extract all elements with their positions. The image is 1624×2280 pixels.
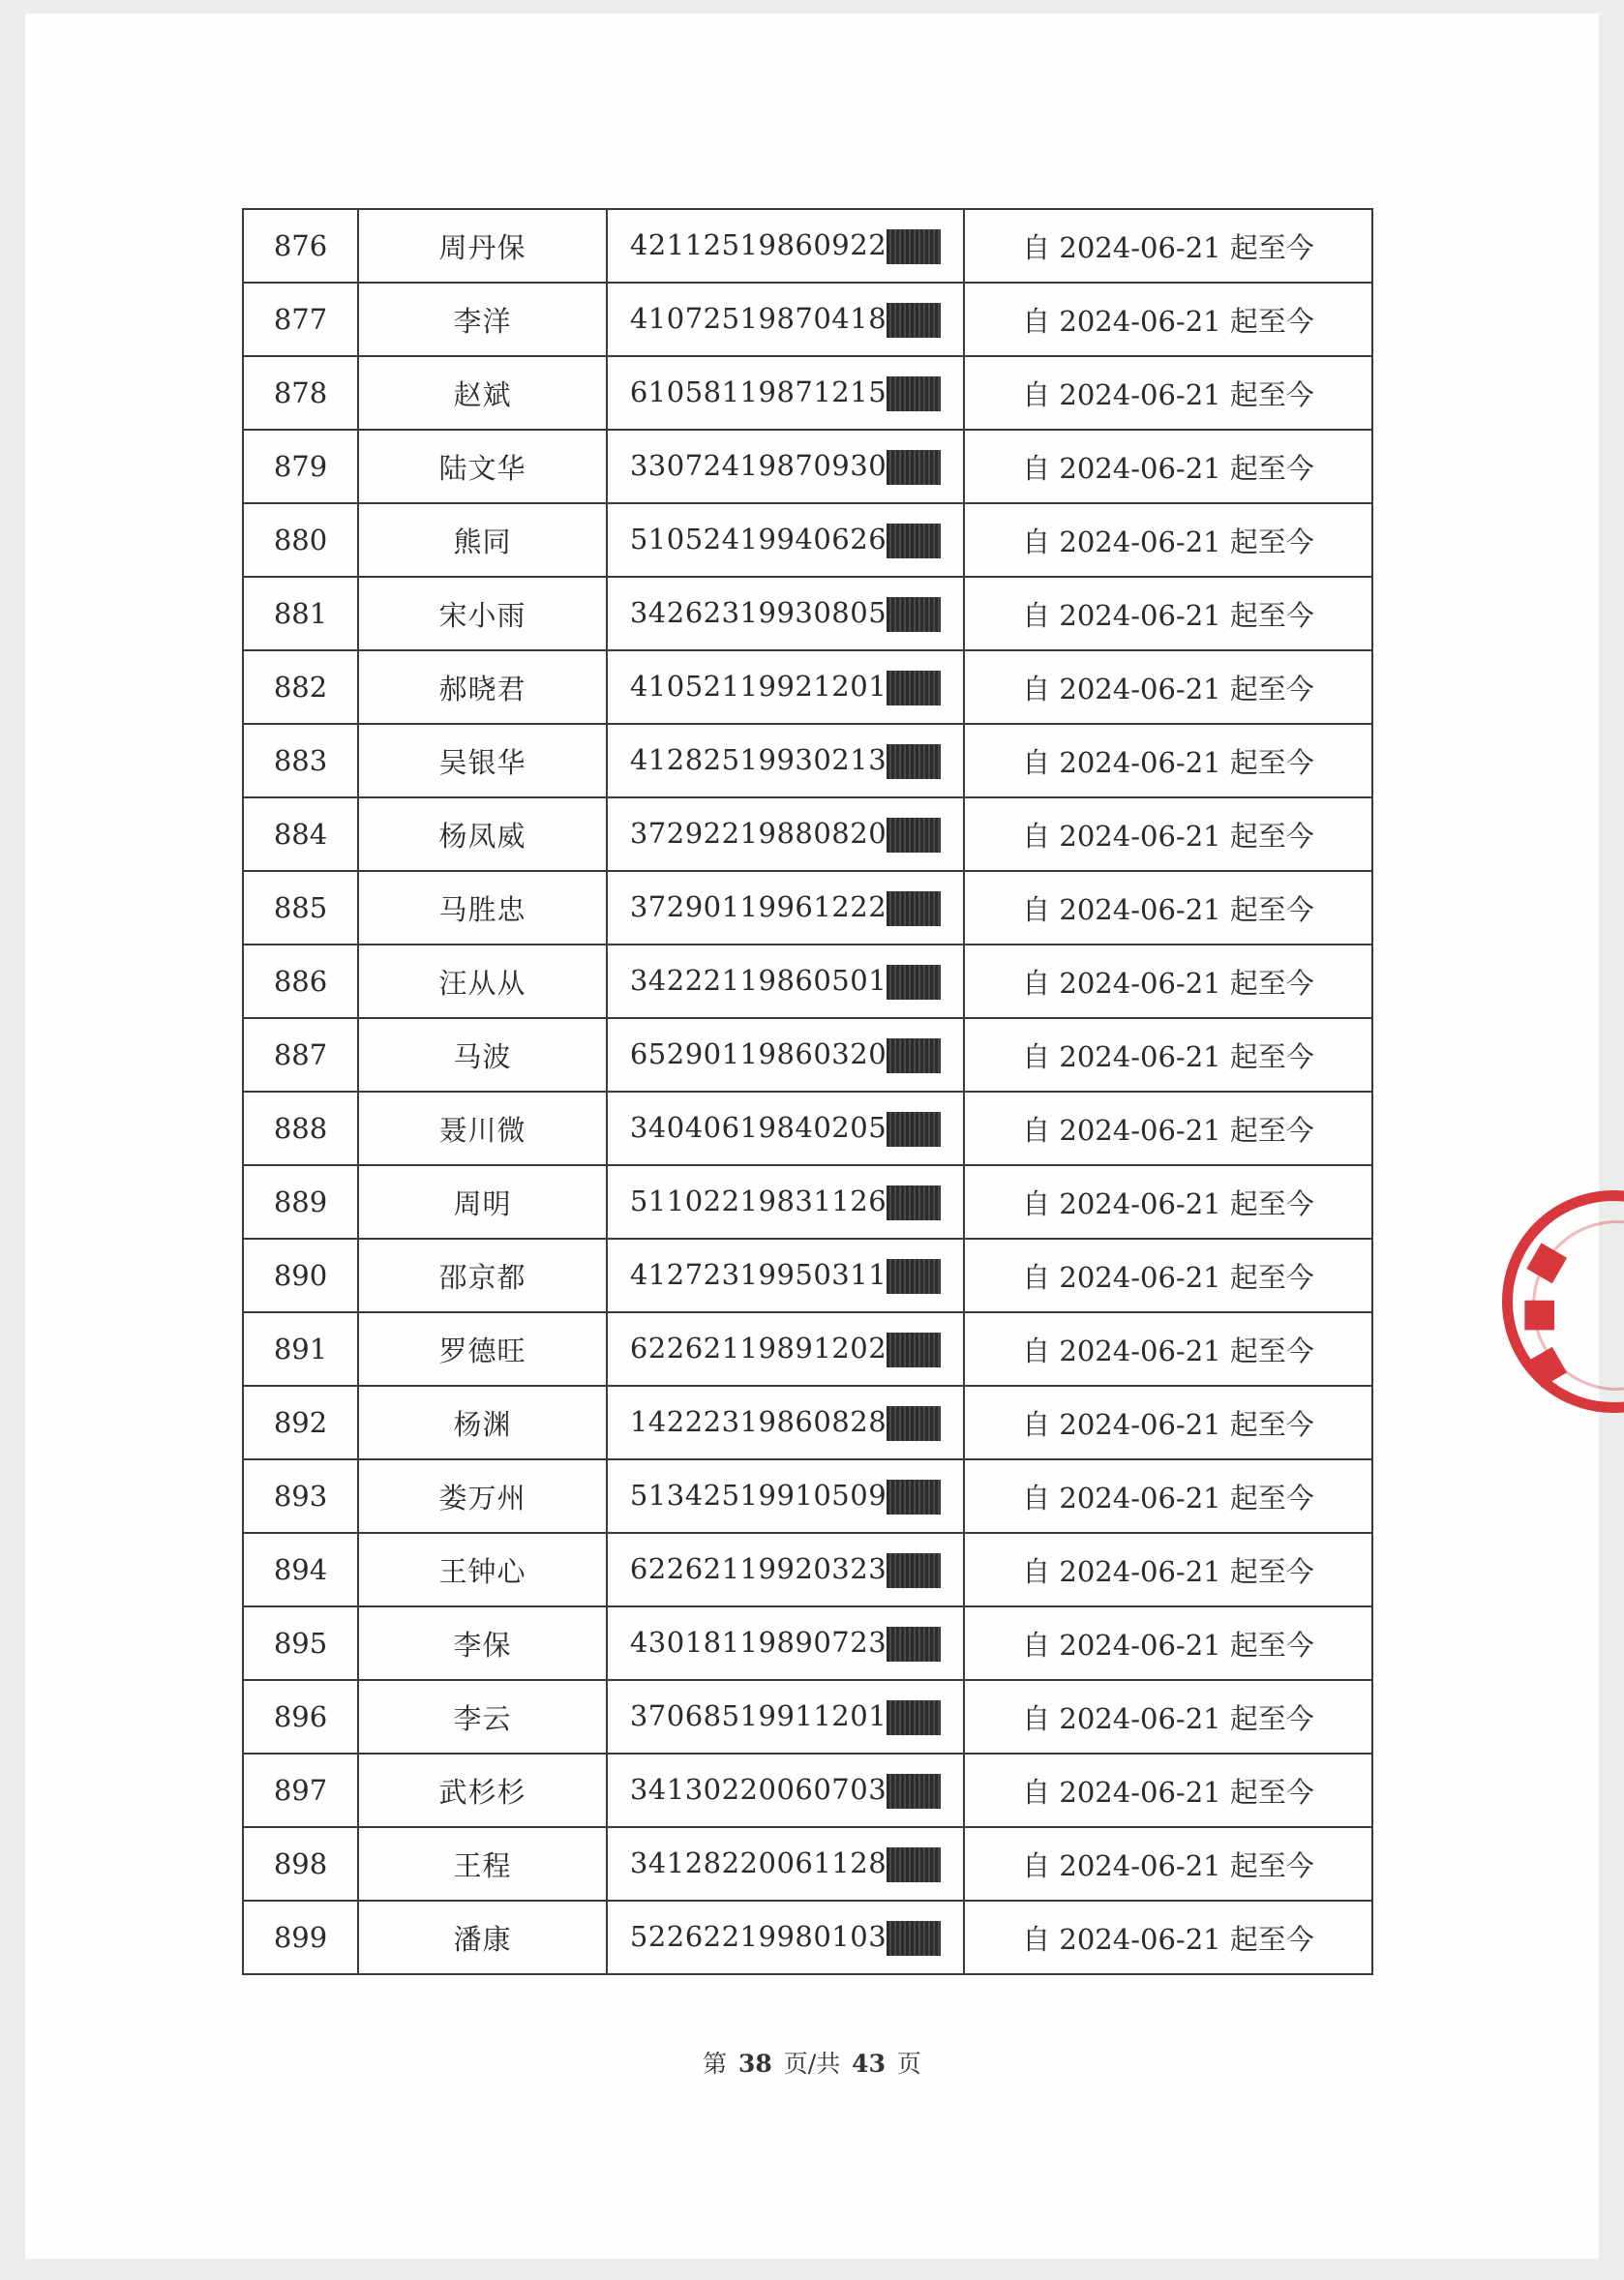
row-number: 893 (243, 1459, 358, 1533)
table-row (243, 1533, 1372, 1606)
id-number: 37292219880820 (629, 816, 887, 850)
row-number: 883 (243, 724, 358, 797)
table-row (243, 1165, 1372, 1239)
redaction-block (887, 744, 941, 779)
person-name: 聂川微 (358, 1092, 607, 1165)
id-number-cell (607, 356, 964, 430)
redaction-block (887, 1112, 941, 1147)
row-number: 898 (243, 1827, 358, 1901)
id-number-cell (607, 1754, 964, 1827)
id-number-cell (607, 1606, 964, 1680)
row-number: 887 (243, 1018, 358, 1092)
redaction-block (887, 229, 941, 264)
person-name: 罗德旺 (358, 1312, 607, 1386)
person-name: 马胜忠 (358, 871, 607, 945)
table-row (243, 797, 1372, 871)
id-number: 14222319860828 (629, 1404, 887, 1438)
id-number-cell (607, 577, 964, 650)
table-row (243, 430, 1372, 503)
table-body (243, 209, 1372, 1974)
footer-suffix: 页 (896, 2050, 921, 2078)
id-number: 62262119920323 (629, 1551, 887, 1585)
table-row (243, 724, 1372, 797)
table-row (243, 1754, 1372, 1827)
row-number: 876 (243, 209, 358, 283)
id-number-cell (607, 1092, 964, 1165)
row-number: 879 (243, 430, 358, 503)
id-number: 41282519930213 (629, 742, 887, 776)
table-row (243, 283, 1372, 356)
redaction-block (887, 1921, 941, 1956)
redaction-block (887, 1480, 941, 1515)
person-name: 赵斌 (358, 356, 607, 430)
id-number: 52262219980103 (629, 1919, 887, 1953)
row-number: 896 (243, 1680, 358, 1754)
person-name: 李保 (358, 1606, 607, 1680)
row-number: 884 (243, 797, 358, 871)
personnel-table (242, 208, 1373, 1975)
redaction-block (887, 1406, 941, 1441)
id-number-cell (607, 1459, 964, 1533)
validity-period: 自 2024-06-21 起至今 (964, 1239, 1372, 1312)
row-number: 885 (243, 871, 358, 945)
table-row (243, 356, 1372, 430)
id-number: 34128220061128 (629, 1845, 887, 1879)
person-name: 汪从从 (358, 945, 607, 1018)
table-row (243, 1827, 1372, 1901)
validity-period: 自 2024-06-21 起至今 (964, 209, 1372, 283)
table-row (243, 1386, 1372, 1459)
id-number-cell (607, 1827, 964, 1901)
row-number: 878 (243, 356, 358, 430)
id-number: 34262319930805 (629, 595, 887, 629)
total-page-number: 43 (852, 2050, 886, 2078)
redaction-block (887, 671, 941, 705)
row-number: 890 (243, 1239, 358, 1312)
id-number-cell (607, 1901, 964, 1974)
validity-period: 自 2024-06-21 起至今 (964, 1606, 1372, 1680)
id-number: 34222119860501 (629, 963, 887, 997)
row-number: 880 (243, 503, 358, 577)
id-number: 41272319950311 (629, 1257, 887, 1291)
id-number-cell (607, 1386, 964, 1459)
redaction-block (887, 376, 941, 411)
person-name: 武杉杉 (358, 1754, 607, 1827)
validity-period: 自 2024-06-21 起至今 (964, 1459, 1372, 1533)
id-number-cell (607, 1165, 964, 1239)
redaction-block (887, 1700, 941, 1735)
redaction-block (887, 450, 941, 485)
row-number: 888 (243, 1092, 358, 1165)
row-number: 891 (243, 1312, 358, 1386)
redaction-block (887, 303, 941, 338)
table-row (243, 871, 1372, 945)
id-number-cell (607, 503, 964, 577)
person-name: 周明 (358, 1165, 607, 1239)
validity-period: 自 2024-06-21 起至今 (964, 797, 1372, 871)
redaction-block (887, 1553, 941, 1588)
validity-period: 自 2024-06-21 起至今 (964, 430, 1372, 503)
redaction-block (887, 1185, 941, 1220)
redaction-block (887, 891, 941, 926)
id-number: 43018119890723 (629, 1625, 887, 1659)
row-number: 886 (243, 945, 358, 1018)
table-row (243, 1239, 1372, 1312)
person-name: 王程 (358, 1827, 607, 1901)
person-name: 李云 (358, 1680, 607, 1754)
table-row (243, 1459, 1372, 1533)
id-number-cell (607, 724, 964, 797)
redaction-block (887, 965, 941, 1000)
validity-period: 自 2024-06-21 起至今 (964, 1165, 1372, 1239)
id-number-cell (607, 1018, 964, 1092)
validity-period: 自 2024-06-21 起至今 (964, 356, 1372, 430)
table-row (243, 1606, 1372, 1680)
person-name: 吴银华 (358, 724, 607, 797)
validity-period: 自 2024-06-21 起至今 (964, 945, 1372, 1018)
validity-period: 自 2024-06-21 起至今 (964, 1827, 1372, 1901)
row-number: 877 (243, 283, 358, 356)
row-number: 881 (243, 577, 358, 650)
id-number-cell (607, 209, 964, 283)
id-number: 61058119871215 (629, 375, 887, 408)
table-row (243, 1680, 1372, 1754)
table-row (243, 503, 1372, 577)
validity-period: 自 2024-06-21 起至今 (964, 1901, 1372, 1974)
redaction-block (887, 1847, 941, 1882)
id-number-cell (607, 650, 964, 724)
seal-glyph: ■ (1516, 1341, 1574, 1395)
table-row (243, 1901, 1372, 1974)
table-row (243, 650, 1372, 724)
person-name: 周丹保 (358, 209, 607, 283)
id-number-cell (607, 945, 964, 1018)
person-name: 娄万州 (358, 1459, 607, 1533)
id-number: 37068519911201 (629, 1698, 887, 1732)
validity-period: 自 2024-06-21 起至今 (964, 1092, 1372, 1165)
person-name: 陆文华 (358, 430, 607, 503)
redaction-block (887, 1259, 941, 1294)
seal-glyph: ■ (1514, 1297, 1559, 1334)
validity-period: 自 2024-06-21 起至今 (964, 1312, 1372, 1386)
person-name: 邵京都 (358, 1239, 607, 1312)
redaction-block (887, 1627, 941, 1662)
seal-glyph: ■ (1516, 1235, 1574, 1289)
id-number: 65290119860320 (629, 1036, 887, 1070)
table-row (243, 209, 1372, 283)
validity-period: 自 2024-06-21 起至今 (964, 1018, 1372, 1092)
person-name: 熊同 (358, 503, 607, 577)
validity-period: 自 2024-06-21 起至今 (964, 1533, 1372, 1606)
table-row (243, 577, 1372, 650)
row-number: 899 (243, 1901, 358, 1974)
validity-period: 自 2024-06-21 起至今 (964, 1680, 1372, 1754)
footer-middle: 页/共 (783, 2050, 841, 2078)
row-number: 892 (243, 1386, 358, 1459)
id-number: 34040619840205 (629, 1110, 887, 1144)
table-row (243, 1312, 1372, 1386)
validity-period: 自 2024-06-21 起至今 (964, 1754, 1372, 1827)
row-number: 897 (243, 1754, 358, 1827)
redaction-block (887, 1333, 941, 1367)
validity-period: 自 2024-06-21 起至今 (964, 503, 1372, 577)
id-number: 33072419870930 (629, 448, 887, 482)
validity-period: 自 2024-06-21 起至今 (964, 724, 1372, 797)
id-number: 51342519910509 (629, 1478, 887, 1512)
id-number-cell (607, 1680, 964, 1754)
redaction-block (887, 818, 941, 853)
row-number: 895 (243, 1606, 358, 1680)
id-number: 62262119891202 (629, 1331, 887, 1365)
id-number-cell (607, 797, 964, 871)
id-number-cell (607, 430, 964, 503)
id-number: 42112519860922 (629, 227, 887, 261)
person-name: 马波 (358, 1018, 607, 1092)
validity-period: 自 2024-06-21 起至今 (964, 871, 1372, 945)
validity-period: 自 2024-06-21 起至今 (964, 577, 1372, 650)
footer-prefix: 第 (703, 2050, 728, 2078)
id-number: 51052419940626 (629, 522, 887, 555)
row-number: 882 (243, 650, 358, 724)
person-name: 王钟心 (358, 1533, 607, 1606)
id-number-cell (607, 283, 964, 356)
redaction-block (887, 524, 941, 558)
validity-period: 自 2024-06-21 起至今 (964, 283, 1372, 356)
redaction-block (887, 597, 941, 632)
person-name: 郝晓君 (358, 650, 607, 724)
id-number-cell (607, 1312, 964, 1386)
person-name: 李洋 (358, 283, 607, 356)
id-number: 41052119921201 (629, 669, 887, 703)
redaction-block (887, 1038, 941, 1073)
page-footer (0, 2045, 1624, 2080)
id-number: 51102219831126 (629, 1184, 887, 1217)
redaction-block (887, 1774, 941, 1809)
row-number: 889 (243, 1165, 358, 1239)
validity-period: 自 2024-06-21 起至今 (964, 1386, 1372, 1459)
id-number: 34130220060703 (629, 1772, 887, 1806)
id-number-cell (607, 871, 964, 945)
table-row (243, 1092, 1372, 1165)
person-name: 潘康 (358, 1901, 607, 1974)
table-row (243, 945, 1372, 1018)
table-row (243, 1018, 1372, 1092)
id-number-cell (607, 1533, 964, 1606)
validity-period: 自 2024-06-21 起至今 (964, 650, 1372, 724)
id-number-cell (607, 1239, 964, 1312)
id-number: 37290119961222 (629, 889, 887, 923)
person-name: 杨渊 (358, 1386, 607, 1459)
row-number: 894 (243, 1533, 358, 1606)
id-number: 41072519870418 (629, 301, 887, 335)
person-name: 杨凤威 (358, 797, 607, 871)
person-name: 宋小雨 (358, 577, 607, 650)
current-page-number: 38 (738, 2050, 772, 2078)
